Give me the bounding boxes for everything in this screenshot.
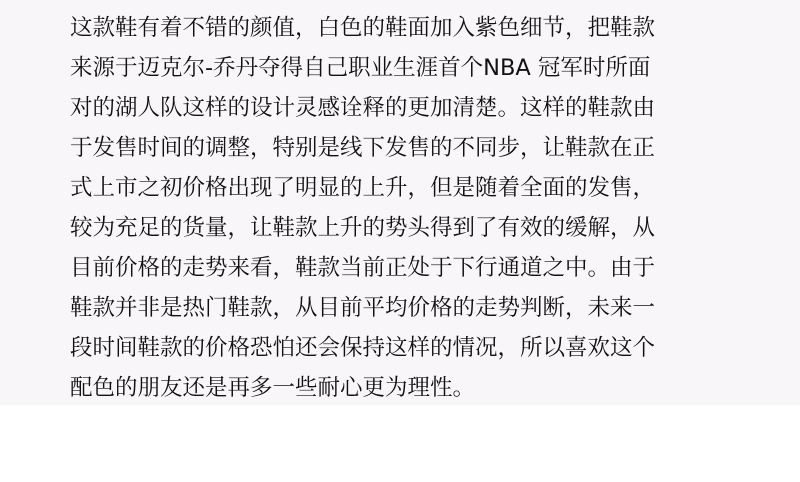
paragraph-line: 目前价格的走势来看，鞋款当前正处于下行通道之中。由于 [70,255,656,281]
paragraph-line: 鞋款并非是热门鞋款，从目前平均价格的走势判断，未来一 [70,295,656,321]
paragraph-line: 这款鞋有着不错的颜值，白色的鞋面加入紫色细节，把鞋款 [70,15,656,41]
paragraph-line: 配色的朋友还是再多一些耐心更为理性。 [70,375,476,401]
article-paragraph [70,8,750,408]
paragraph-line: 来源于迈克尔-乔丹夺得自己职业生涯首个NBA 冠军时所面 [70,55,651,81]
paragraph-line: 于发售时间的调整，特别是线下发售的不同步，让鞋款在正 [70,135,656,161]
paragraph-line: 较为充足的货量，让鞋款上升的势头得到了有效的缓解，从 [70,215,656,241]
paragraph-line: 式上市之初价格出现了明显的上升，但是随着全面的发售， [70,175,656,201]
paragraph-line: 对的湖人队这样的设计灵感诠释的更加清楚。这样的鞋款由 [70,95,656,121]
paragraph-line: 段时间鞋款的价格恐怕还会保持这样的情况，所以喜欢这个 [70,335,656,361]
